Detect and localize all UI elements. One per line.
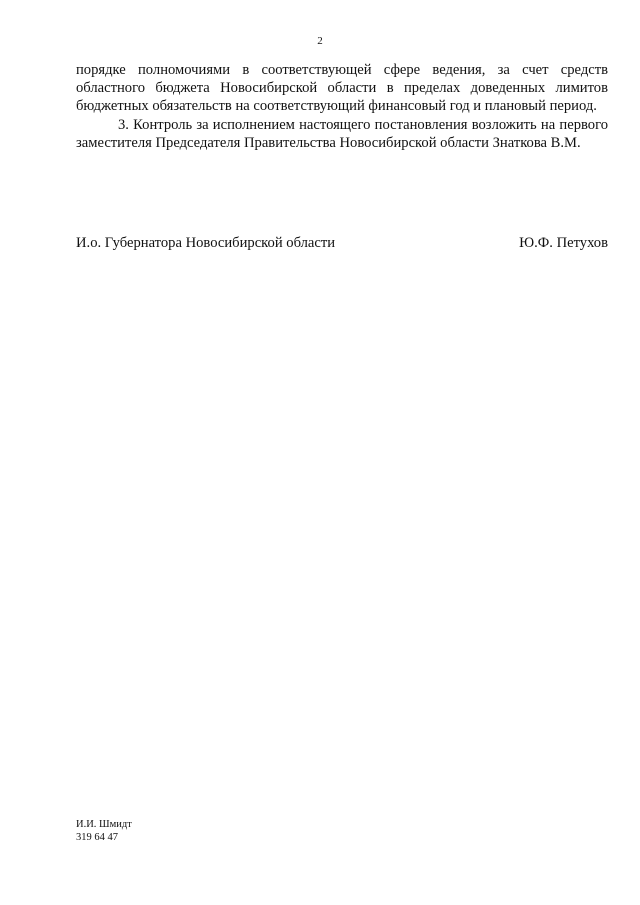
page-number: 2 <box>317 35 323 47</box>
paragraph-3: 3. Контроль за исполнением настоящего постановления возложить на первого заместителя Председателя Правительства Новосибирской области Знаткова В.М. <box>76 116 608 151</box>
signatory-name: Ю.Ф. Петухов <box>519 235 608 251</box>
paragraph-continuation: порядке полномочиями в соответствующей сфере ведения, за счет средств областного бюджета Новосибирской области в пределах доведенных лимитов бюджетных обязательств на соответствующий финансовый год и плановый период. <box>76 62 608 115</box>
signature-block <box>76 234 608 252</box>
executor-block <box>76 818 132 844</box>
executor-name: И.И. Шмидт <box>76 819 132 830</box>
signatory-position: И.о. Губернатора Новосибирской области <box>76 235 336 251</box>
executor-phone: 319 64 47 <box>76 832 118 843</box>
document-body <box>76 61 608 152</box>
